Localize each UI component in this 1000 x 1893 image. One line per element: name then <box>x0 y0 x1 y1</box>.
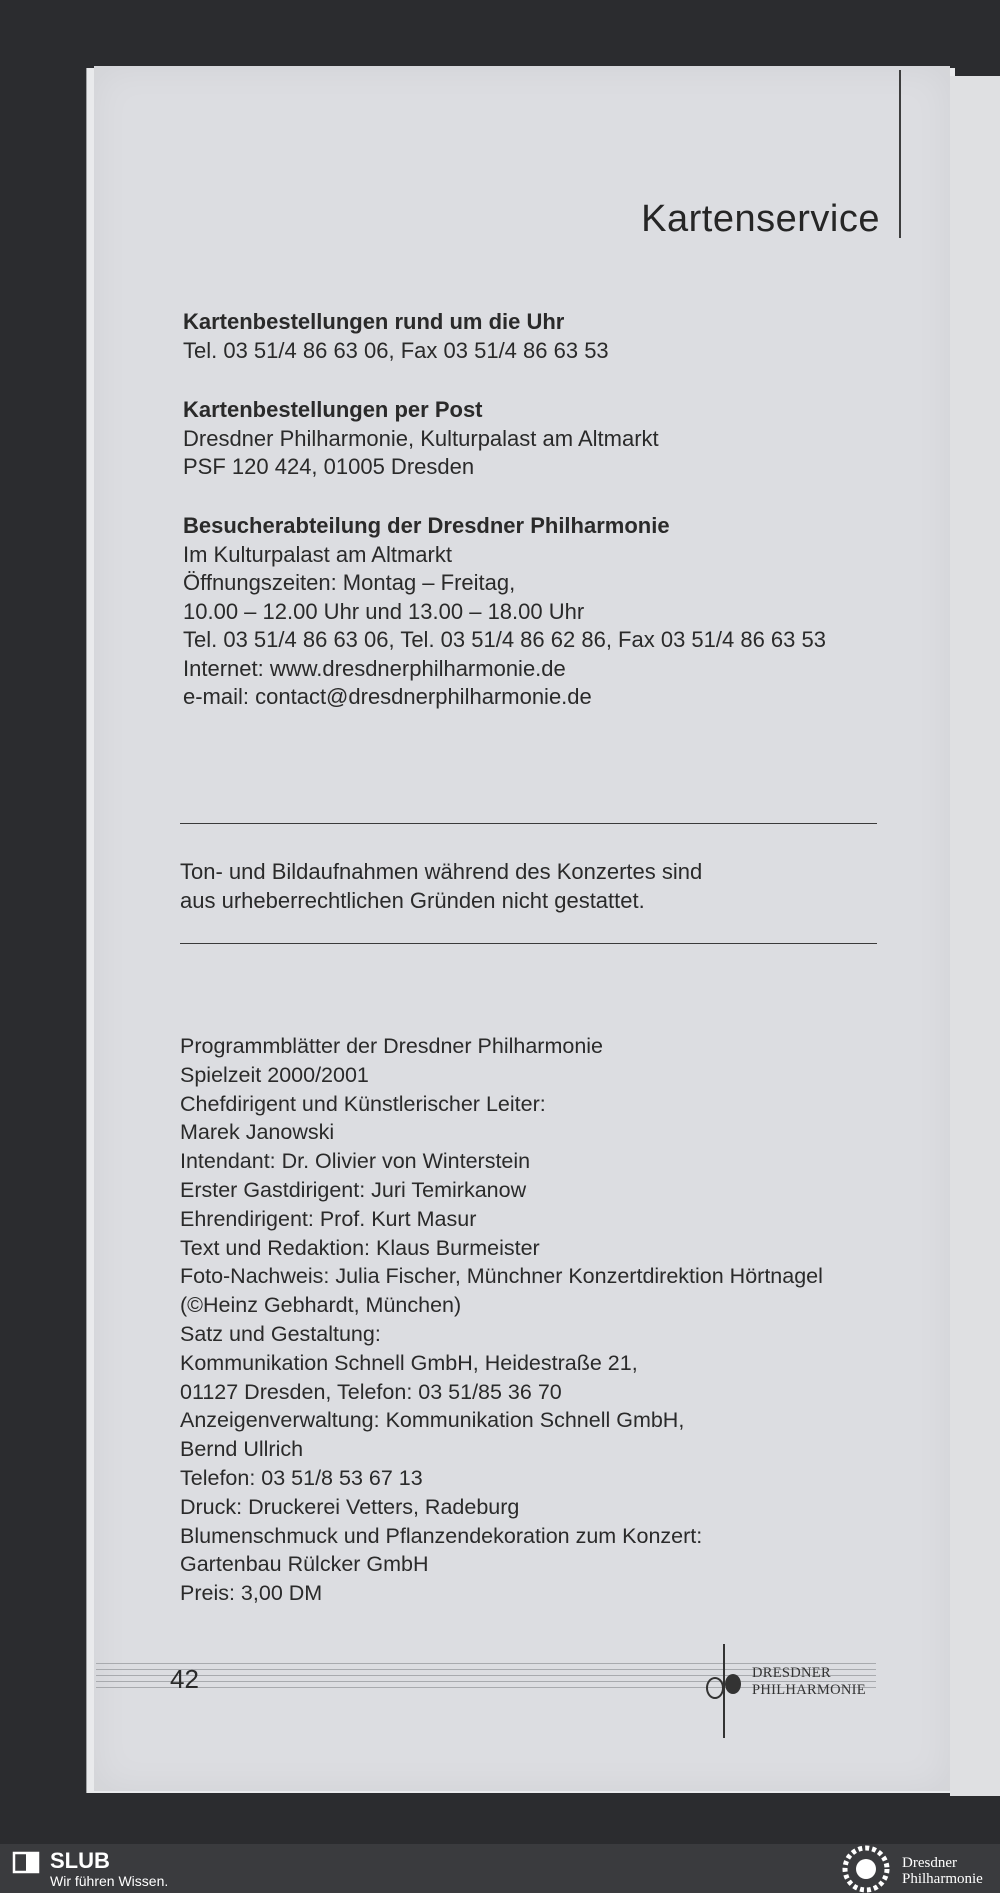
imprint-credits <box>180 1032 823 1608</box>
credit-line: Foto-Nachweis: Julia Fischer, Münchner Konzertdirektion Hörtnagel <box>180 1264 823 1289</box>
credit-line: Preis: 3,00 DM <box>180 1581 323 1606</box>
header-rule <box>899 70 901 238</box>
page-title: Kartenservice <box>641 198 880 240</box>
section-line: 10.00 – 12.00 Uhr und 13.00 – 18.00 Uhr <box>183 598 585 624</box>
credit-line: Telefon: 03 51/8 53 67 13 <box>180 1465 423 1490</box>
dp-line-1: Dresdner <box>902 1855 957 1871</box>
credit-line: Marek Janowski <box>180 1120 335 1145</box>
divider-bottom <box>180 943 877 944</box>
section-line: Öffnungszeiten: Montag – Freitag, <box>183 570 516 595</box>
section-line: Tel. 03 51/4 86 63 06, Tel. 03 51/4 86 62 86, Fax 03 51/4 86 63 53 <box>183 627 826 652</box>
dp-wordmark[interactable] <box>902 1855 983 1887</box>
page-number: 42 <box>170 1664 199 1694</box>
slub-book-icon <box>12 1850 40 1874</box>
credit-line: Druck: Druckerei Vetters, Radeburg <box>180 1494 520 1519</box>
notice-line: Ton- und Bildaufnahmen während des Konzertes sind <box>180 859 703 884</box>
slub-title[interactable]: SLUB <box>50 1848 110 1873</box>
credit-line: Anzeigenverwaltung: Kommunikation Schnell GmbH, <box>180 1408 685 1433</box>
slub-tagline: Wir führen Wissen. <box>50 1873 169 1889</box>
credit-line: Programmblätter der Dresdner Philharmonie <box>180 1034 604 1058</box>
section-line: Tel. 03 51/4 86 63 06, Fax 03 51/4 86 63 53 <box>183 337 609 363</box>
section-heading: Kartenbestellungen rund um die Uhr <box>183 309 565 334</box>
section-visitor-department <box>183 512 826 712</box>
dp-line-2: Philharmonie <box>902 1871 983 1887</box>
section-line: PSF 120 424, 01005 Dresden <box>183 454 475 479</box>
credit-line: Blumenschmuck und Pflanzendekoration zum Konzert: <box>180 1523 703 1548</box>
credit-line: Erster Gastdirigent: Juri Temirkanow <box>180 1177 527 1202</box>
logo-wordmark <box>752 1665 866 1699</box>
credit-line: Bernd Ullrich <box>180 1437 304 1462</box>
credit-line: Ehrendirigent: Prof. Kurt Masur <box>180 1206 477 1231</box>
credit-line: Kommunikation Schnell GmbH, Heidestraße 21, <box>180 1350 638 1375</box>
credit-line: 01127 Dresden, Telefon: 03 51/85 36 70 <box>180 1379 562 1404</box>
recording-notice <box>180 858 702 915</box>
credit-line: Intendant: Dr. Olivier von Winterstein <box>180 1149 531 1174</box>
dresdner-philharmonie-icon <box>842 1845 890 1893</box>
section-phone-orders <box>183 308 609 365</box>
section-post-orders <box>183 396 659 482</box>
divider-top <box>180 823 877 824</box>
facing-page-edge <box>950 76 1000 1796</box>
section-heading: Kartenbestellungen per Post <box>183 397 483 422</box>
website-link: Internet: www.dresdnerphilharmonie.de <box>183 655 566 681</box>
credit-line: (©Heinz Gebhardt, München) <box>180 1293 462 1318</box>
credit-line: Gartenbau Rülcker GmbH <box>180 1552 429 1577</box>
logo-line-1: DRESDNER <box>752 1665 831 1681</box>
logo-line-2: PHILHARMONIE <box>752 1682 866 1698</box>
section-line: Im Kulturpalast am Altmarkt <box>183 541 452 567</box>
email-link: e-mail: contact@dresdnerphilharmonie.de <box>183 684 592 709</box>
notice-line: aus urheberrechtlichen Gründen nicht gestattet. <box>180 887 645 913</box>
credit-line: Spielzeit 2000/2001 <box>180 1062 369 1087</box>
section-heading: Besucherabteilung der Dresdner Philharmonie <box>183 513 670 538</box>
section-line: Dresdner Philharmonie, Kulturpalast am Altmarkt <box>183 425 659 451</box>
credit-line: Chefdirigent und Künstlerischer Leiter: <box>180 1091 546 1116</box>
credit-line: Text und Redaktion: Klaus Burmeister <box>180 1235 540 1260</box>
credit-line: Satz und Gestaltung: <box>180 1321 381 1346</box>
